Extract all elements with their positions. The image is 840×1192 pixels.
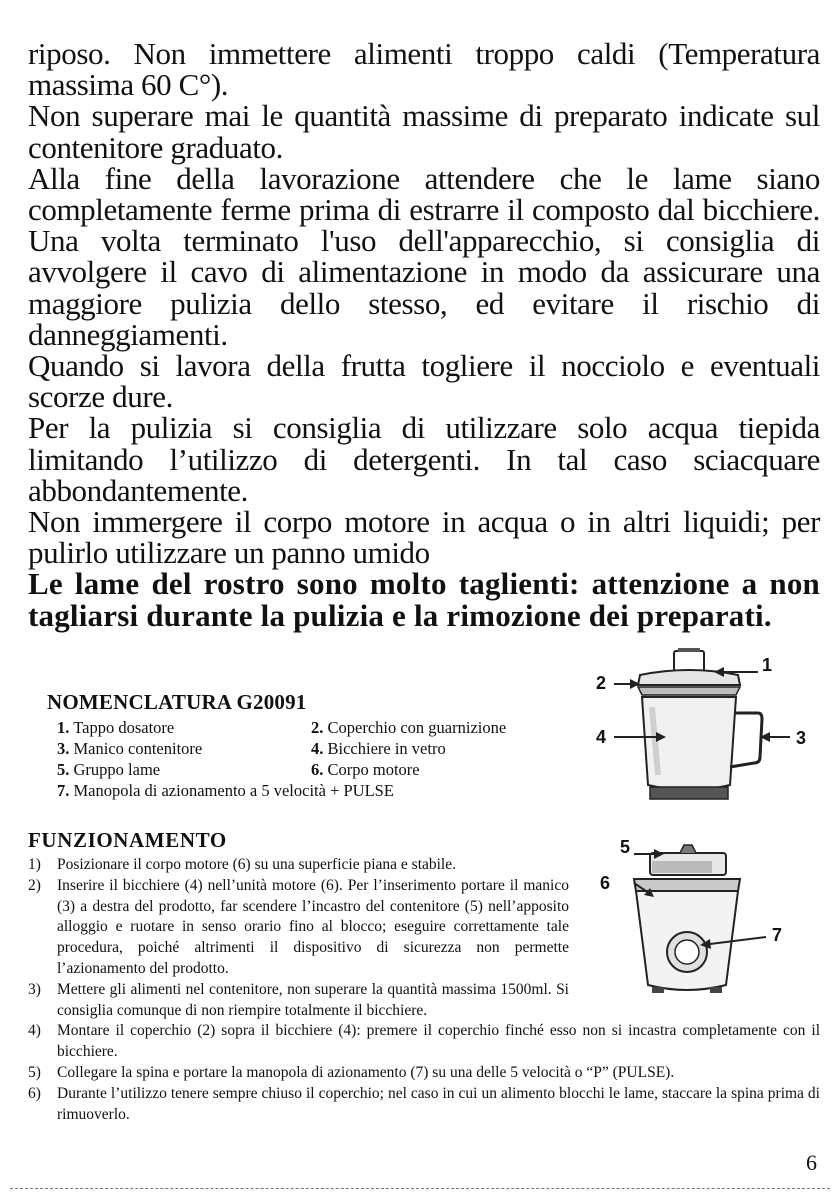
step-text: Posizionare il corpo motore (6) su una superficie piana e stabile. <box>57 856 456 873</box>
paragraph-cleaning: Per la pulizia si consiglia di utilizzare solo acqua tiepida limitando l’utilizzo di detergenti. In tal caso sciacquare abbondantemente. <box>28 410 820 508</box>
callout-6: 6 <box>600 873 611 893</box>
step-number: 2) <box>28 876 41 894</box>
nomenclature-row <box>57 717 577 738</box>
warning-blades: Le lame del rostro sono molto taglienti: attenzione a non tagliarsi durante la pulizia e la rimozione dei preparati. <box>28 566 820 633</box>
nomenclature-item: 7. Manopola di azionamento a 5 velocità + PULSE <box>57 781 394 800</box>
jar-drawing <box>590 645 830 815</box>
nomenclature-item: 2. Coperchio con guarnizione <box>311 718 507 737</box>
nomenclature-item: 1. Tappo dosatore <box>57 718 175 737</box>
paragraph-temperature: riposo. Non immettere alimenti troppo caldi (Temperatura massima 60 C°). <box>28 36 820 103</box>
nomenclature-item: 6. Corpo motore <box>311 760 420 779</box>
step-item <box>28 876 569 980</box>
step-number: 3) <box>28 980 41 998</box>
callout-4: 4 <box>596 727 607 747</box>
intro-text <box>28 38 820 631</box>
jar-illustration <box>590 645 830 815</box>
step-text: Inserire il bicchiere (4) nell’unità motore (6). Per l’inserimento portare il manico (3) a destra del prodotto, far scendere l’incastro del contenitore (5) nell’apposito alloggio e ruotare in senso orario fino al blocco; eseguire correttamente tale procedura, poiché altrimenti il dispositivo di sicurezza non permette l’azionamento del prodotto. <box>57 876 569 977</box>
step-text: Collegare la spina e portare la manopola di azionamento (7) su una delle 5 velocità o “P” (PULSE). <box>57 1063 675 1081</box>
step-text: Mettere gli alimenti nel contenitore, non superare la quantità massima 1500ml. Si consiglia comunque di non riempire totalmente il bicchiere. <box>57 980 569 1019</box>
nomenclature-row <box>57 780 577 801</box>
page-number: 6 <box>806 1150 817 1175</box>
step-item <box>28 1084 820 1126</box>
step-text: Montare il coperchio (2) sopra il bicchiere (4): premere il coperchio finché esso non si incastra completamente con il bicchiere. <box>57 1022 820 1061</box>
callout-2: 2 <box>596 673 607 693</box>
callout-3: 3 <box>796 728 807 748</box>
step-item <box>28 1063 820 1084</box>
step-number: 5) <box>28 1063 41 1081</box>
callout-5: 5 <box>620 837 631 857</box>
operation-title: FUNZIONAMENTO <box>28 828 227 852</box>
nomenclature-item: 5. Gruppo lame <box>57 760 161 779</box>
page-divider <box>10 1188 830 1189</box>
step-number: 4) <box>28 1022 41 1040</box>
nomenclature-row <box>57 759 577 780</box>
paragraph-max-quantity: Non superare mai le quantità massime di preparato indicate sul contenitore graduato. <box>28 98 820 165</box>
step-item <box>28 1021 820 1063</box>
nomenclature-item: 4. Bicchiere in vetro <box>311 739 446 758</box>
step-text: Durante l’utilizzo tenere sempre chiuso il coperchio; nel caso in cui un alimento blocchi le lame, staccare la spina prima di rimuoverlo. <box>57 1084 820 1123</box>
step-item <box>28 980 569 1022</box>
operation-steps <box>28 855 820 1125</box>
paragraph-end-of-use: Alla fine della lavorazione attendere che le lame siano completamente ferme prima di estrarre il composto dal bicchiere. Una volta terminato l'uso dell'apparecchio, si consiglia di avvolgere il cavo di alimentazione in modo da assicurare una maggiore pulizia dello stesso, ed evitare il rischio di danneggiamenti. <box>28 160 820 352</box>
step-item <box>28 855 569 876</box>
nomenclature-row <box>57 738 577 759</box>
paragraph-fruit: Quando si lavora della frutta togliere il nocciolo e eventuali scorze dure. <box>28 348 820 415</box>
step-number: 1) <box>28 856 41 873</box>
step-number: 6) <box>28 1084 41 1102</box>
nomenclature-list <box>57 717 577 801</box>
nomenclature-item: 3. Manico contenitore <box>57 739 203 758</box>
callout-7: 7 <box>772 925 783 945</box>
nomenclature-title: NOMENCLATURA G20091 <box>47 690 307 714</box>
callout-1: 1 <box>762 655 773 675</box>
paragraph-immersion: Non immergere il corpo motore in acqua o in altri liquidi; per pulirlo utilizzare un panno umido <box>28 504 820 571</box>
